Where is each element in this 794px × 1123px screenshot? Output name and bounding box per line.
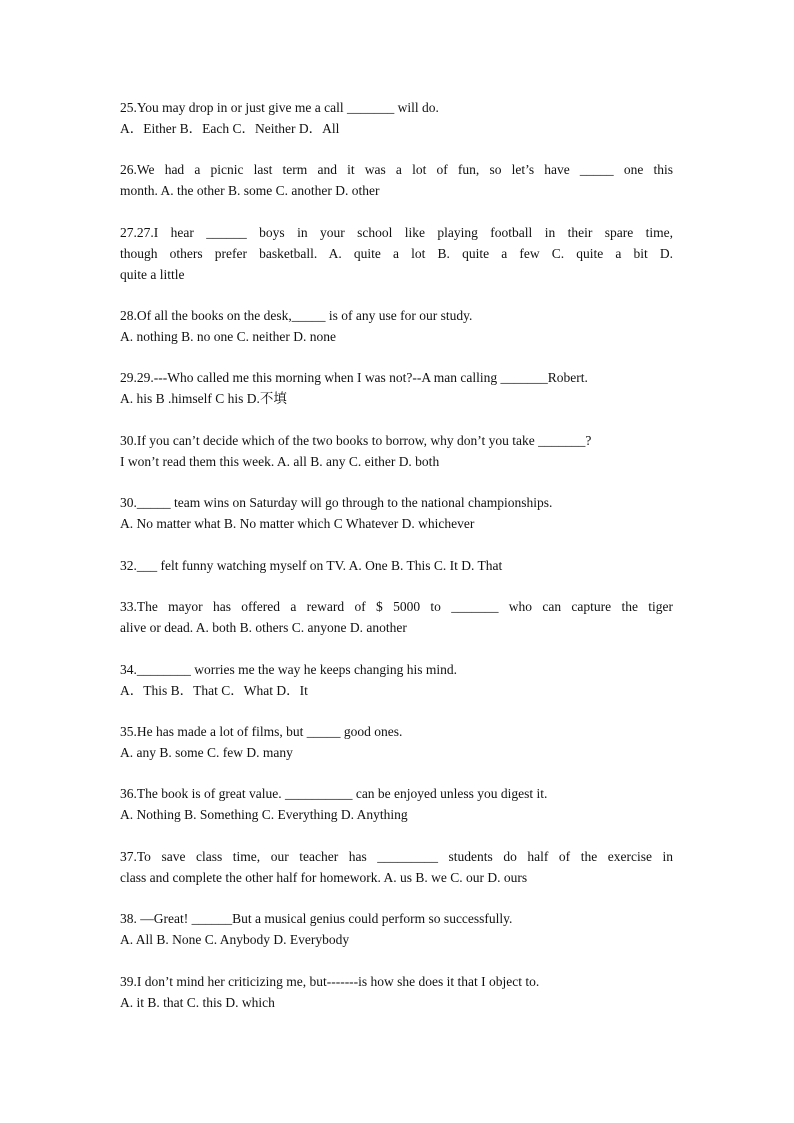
question-37-stem: 37.To save class time, our teacher has _________ students do half of the exercise in <box>120 849 673 864</box>
question-30a-stem: 30.If you can’t decide which of the two books to borrow, why don’t you take _______? <box>120 433 592 448</box>
question-39 <box>120 971 673 1013</box>
question-35-stem: 35.He has made a lot of films, but _____ good ones. <box>120 724 403 739</box>
question-27-options: quite a little <box>120 267 185 282</box>
question-34 <box>120 659 673 701</box>
question-39-stem: 39.I don’t mind her criticizing me, but-------is how she does it that I object to. <box>120 974 540 989</box>
question-38-options: A. All B. None C. Anybody D. Everybody <box>120 932 350 947</box>
question-25-options: A．Either B．Each C．Neither D．All <box>120 121 340 136</box>
question-27-stem: 27.27.I hear ______ boys in your school like playing football in their spare time, <box>120 225 673 240</box>
question-33-stem: 33.The mayor has offered a reward of $ 5000 to _______ who can capture the tiger <box>120 599 673 614</box>
question-36 <box>120 783 673 825</box>
question-39-options: A. it B. that C. this D. which <box>120 995 275 1010</box>
question-28-options: A. nothing B. no one C. neither D. none <box>120 329 336 344</box>
question-30a <box>120 430 673 472</box>
question-29-options: A. his B .himself C his D.不填 <box>120 391 287 406</box>
question-28-stem: 28.Of all the books on the desk,_____ is of any use for our study. <box>120 308 473 323</box>
question-32-stem: 32.___ felt funny watching myself on TV. A. One B. This C. It D. That <box>120 558 503 573</box>
question-36-options: A. Nothing B. Something C. Everything D. Anything <box>120 807 408 822</box>
question-37 <box>120 846 673 888</box>
question-30b-options: A. No matter what B. No matter which C Whatever D. whichever <box>120 516 475 531</box>
question-29 <box>120 367 673 409</box>
question-27-stem-cont: though others prefer basketball. A. quite a lot B. quite a few C. quite a bit D. <box>120 246 673 261</box>
question-34-options: A．This B．That C．What D．It <box>120 683 308 698</box>
question-38 <box>120 908 673 950</box>
question-26-options: month. A. the other B. some C. another D. other <box>120 183 380 198</box>
question-35 <box>120 721 673 763</box>
question-26-stem: 26.We had a picnic last term and it was a lot of fun, so let’s have _____ one this <box>120 162 673 177</box>
question-33-options: alive or dead. A. both B. others C. anyone D. another <box>120 620 407 635</box>
question-37-options: class and complete the other half for homework. A. us B. we C. our D. ours <box>120 870 528 885</box>
question-33 <box>120 596 673 638</box>
question-30b-stem: 30._____ team wins on Saturday will go through to the national championships. <box>120 495 553 510</box>
question-29-stem: 29.29.---Who called me this morning when I was not?--A man calling _______Robert. <box>120 370 588 385</box>
question-27 <box>120 222 673 285</box>
question-32 <box>120 555 673 576</box>
question-30a-options: I won’t read them this week. A. all B. any C. either D. both <box>120 454 440 469</box>
question-30b <box>120 492 673 534</box>
question-26 <box>120 159 673 201</box>
question-28 <box>120 305 673 347</box>
question-25-stem: 25.You may drop in or just give me a call _______ will do. <box>120 100 439 115</box>
question-36-stem: 36.The book is of great value. __________ can be enjoyed unless you digest it. <box>120 786 548 801</box>
question-34-stem: 34.________ worries me the way he keeps changing his mind. <box>120 662 458 677</box>
question-35-options: A. any B. some C. few D. many <box>120 745 293 760</box>
question-38-stem: 38. —Great! ______But a musical genius could perform so successfully. <box>120 911 513 926</box>
question-25 <box>120 97 673 139</box>
